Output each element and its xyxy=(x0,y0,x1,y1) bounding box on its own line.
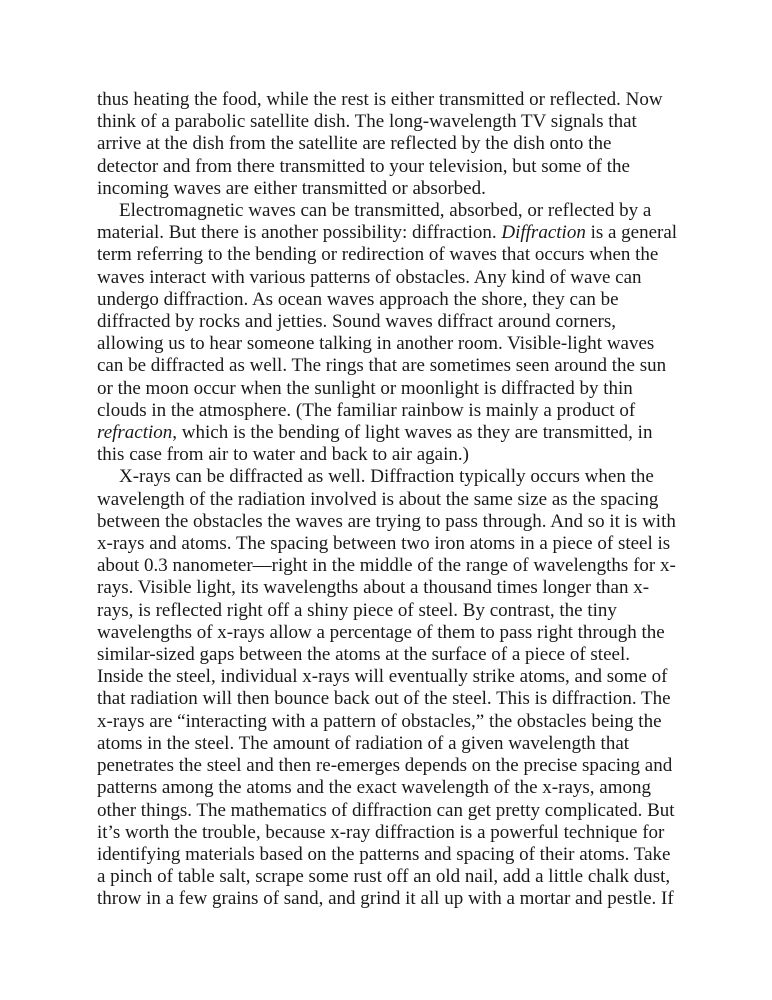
text-line xyxy=(97,400,677,422)
text-line xyxy=(97,444,677,466)
document-page xyxy=(97,89,677,911)
text-line xyxy=(97,222,677,244)
text-run: detector and from there transmitted to your television, but some of the xyxy=(97,155,630,177)
text-line xyxy=(97,844,677,866)
text-line xyxy=(97,200,677,222)
text-run: it’s worth the trouble, because x-ray diffraction is a powerful technique for xyxy=(97,821,665,843)
text-line xyxy=(97,267,677,289)
text-run: think of a parabolic satellite dish. The long-wavelength TV signals that xyxy=(97,111,637,133)
italic-term: refraction xyxy=(97,422,173,444)
text-run: term referring to the bending or redirection of waves that occurs when the xyxy=(97,244,659,266)
text-line xyxy=(97,466,677,488)
text-line xyxy=(97,688,677,710)
text-run: X-rays can be diffracted as well. Diffraction typically occurs when the xyxy=(119,466,654,488)
text-run: other things. The mathematics of diffraction can get pretty complicated. But xyxy=(97,799,675,821)
text-line xyxy=(97,178,677,200)
body-paragraph xyxy=(97,200,677,466)
text-line xyxy=(97,89,677,111)
text-line xyxy=(97,311,677,333)
text-line xyxy=(97,133,677,155)
text-run: x-rays and atoms. The spacing between two iron atoms in a piece of steel is xyxy=(97,533,671,555)
text-run: rays, is reflected right off a shiny piece of steel. By contrast, the tiny xyxy=(97,599,617,621)
text-run: wavelengths of x-rays allow a percentage of them to pass right through the xyxy=(97,621,665,643)
text-line xyxy=(97,511,677,533)
text-line xyxy=(97,644,677,666)
text-run: similar-sized gaps between the atoms at the surface of a piece of steel. xyxy=(97,644,630,666)
text-run: throw in a few grains of sand, and grind it all up with a mortar and pestle. If xyxy=(97,888,674,910)
text-run: this case from air to water and back to air again.) xyxy=(97,444,469,466)
text-line xyxy=(97,489,677,511)
text-line xyxy=(97,156,677,178)
text-run: material. But there is another possibility: diffraction. xyxy=(97,222,502,244)
text-run: clouds in the atmosphere. (The familiar rainbow is mainly a product of xyxy=(97,399,636,421)
text-line xyxy=(97,888,677,910)
text-run: waves interact with various patterns of obstacles. Any kind of wave can xyxy=(97,266,642,288)
text-line xyxy=(97,378,677,400)
text-run: is a general xyxy=(585,222,678,244)
text-line xyxy=(97,355,677,377)
text-line xyxy=(97,111,677,133)
text-line xyxy=(97,533,677,555)
text-run: penetrates the steel and then re-emerges depends on the precise spacing and xyxy=(97,755,673,777)
text-line xyxy=(97,666,677,688)
text-run: atoms in the steel. The amount of radiation of a given wavelength that xyxy=(97,732,630,754)
text-run: incoming waves are either transmitted or absorbed. xyxy=(97,177,486,199)
text-line xyxy=(97,800,677,822)
text-run: between the obstacles the waves are trying to pass through. And so it is with xyxy=(97,510,676,532)
text-line xyxy=(97,622,677,644)
text-line xyxy=(97,244,677,266)
text-run: , which is the bending of light waves as they are transmitted, in xyxy=(172,422,653,444)
text-run: patterns among the atoms and the exact wavelength of the x-rays, among xyxy=(97,777,651,799)
text-run: rays. Visible light, its wavelengths about a thousand times longer than x- xyxy=(97,577,650,599)
text-line xyxy=(97,577,677,599)
body-paragraph xyxy=(97,466,677,910)
text-run: diffracted by rocks and jetties. Sound waves diffract around corners, xyxy=(97,311,616,333)
text-run: allowing us to hear someone talking in another room. Visible-light waves xyxy=(97,333,655,355)
text-run: Electromagnetic waves can be transmitted, absorbed, or reflected by a xyxy=(119,200,652,222)
text-line xyxy=(97,777,677,799)
text-run: that radiation will then bounce back out of the steel. This is diffraction. The xyxy=(97,688,671,710)
text-line xyxy=(97,289,677,311)
text-line xyxy=(97,422,677,444)
text-line xyxy=(97,711,677,733)
text-line xyxy=(97,600,677,622)
text-line xyxy=(97,733,677,755)
text-run: arrive at the dish from the satellite are reflected by the dish onto the xyxy=(97,133,612,155)
italic-term: Diffraction xyxy=(501,222,586,244)
text-line xyxy=(97,822,677,844)
text-run: x-rays are “interacting with a pattern of obstacles,” the obstacles being the xyxy=(97,710,662,732)
text-run: about 0.3 nanometer—right in the middle of the range of wavelengths for x- xyxy=(97,555,676,577)
text-line xyxy=(97,866,677,888)
text-run: wavelength of the radiation involved is about the same size as the spacing xyxy=(97,488,659,510)
body-paragraph xyxy=(97,89,677,200)
text-run: undergo diffraction. As ocean waves approach the shore, they can be xyxy=(97,288,619,310)
text-run: identifying materials based on the patterns and spacing of their atoms. Take xyxy=(97,843,671,865)
text-run: thus heating the food, while the rest is either transmitted or reflected. Now xyxy=(97,89,663,110)
text-line xyxy=(97,755,677,777)
text-run: can be diffracted as well. The rings that are sometimes seen around the sun xyxy=(97,355,667,377)
text-line xyxy=(97,333,677,355)
text-line xyxy=(97,555,677,577)
text-run: a pinch of table salt, scrape some rust off an old nail, add a little chalk dust, xyxy=(97,866,671,888)
text-run: or the moon occur when the sunlight or moonlight is diffracted by thin xyxy=(97,377,633,399)
text-run: Inside the steel, individual x-rays will eventually strike atoms, and some of xyxy=(97,666,668,688)
